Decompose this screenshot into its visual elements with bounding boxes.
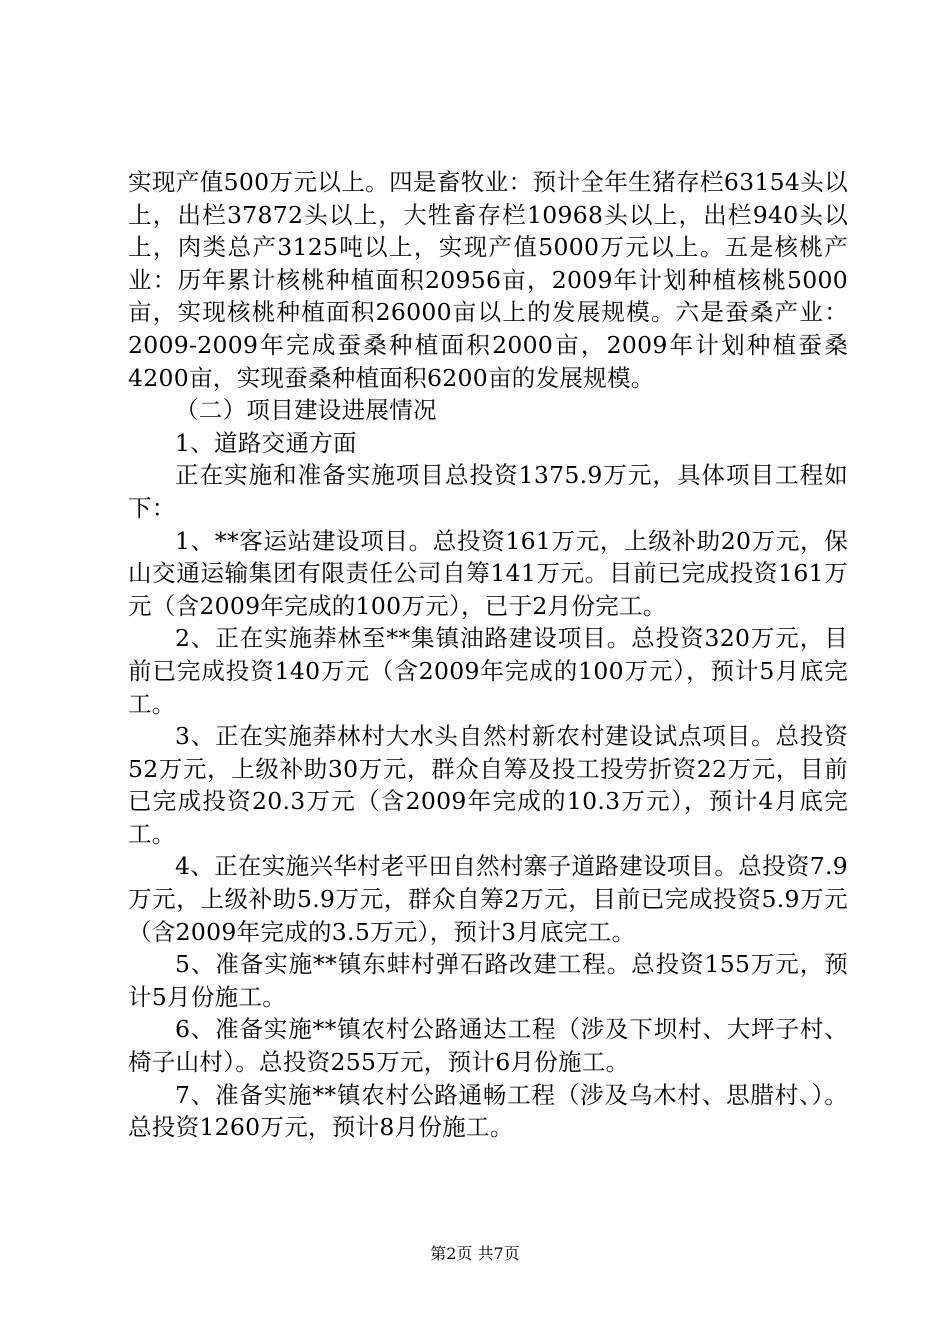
section-heading-project-progress: （二）项目建设进展情况: [175, 396, 437, 425]
paragraph-item-3: 3、正在实施莽林村大水头自然村新农村建设试点项目。总投资52万元，上级补助30万元，群众自筹及投工投劳折资22万元，目前已完成投资20.3万元（含2009年完成的10.3万元），预计4月底完工。: [128, 722, 848, 848]
paragraph-item-1: 1、**客运站建设项目。总投资161万元，上级补助20万元，保山交通运输集团有限责任公司自筹141万元。目前已完成投资161万元（含2009年完成的100万元），已于2月份完工。: [128, 526, 848, 620]
paragraph-item-5: 5、准备实施**镇东蚌村弹石路改建工程。总投资155万元，预计5月份施工。: [128, 950, 848, 1011]
paragraph-item-4: 4、正在实施兴华村老平田自然村寨子道路建设项目。总投资7.9万元，上级补助5.9万元，群众自筹2万元，目前已完成投资5.9万元（含2009年完成的3.5万元），预计3月底完工。: [128, 852, 848, 946]
page-number-footer: 第2页 共7页: [430, 1244, 520, 1263]
paragraph-item-7: 7、准备实施**镇农村公路通畅工程（涉及乌木村、思腊村、）。总投资1260万元，预计8月份施工。: [128, 1080, 848, 1142]
paragraph-total-investment: 正在实施和准备实施项目总投资1375.9万元，具体项目工程如下：: [128, 461, 848, 522]
subsection-heading-road-transport: 1、道路交通方面: [175, 428, 357, 457]
paragraph-item-6: 6、准备实施**镇农村公路通达工程（涉及下坝村、大坪子村、椅子山村）。总投资255万元，预计6月份施工。: [128, 1015, 848, 1077]
document-body: [128, 166, 848, 1144]
paragraph-livestock-walnut-silk: 实现产值500万元以上。四是畜牧业：预计全年生猪存栏63154头以上，出栏37872头以上，大牲畜存栏10968头以上，出栏940头以上，肉类总产3125吨以上，实现产值5000万元以上。五是核桃产业：历年累计核桃种植面积20956亩，2009年计划种植核桃5000亩，实现核桃种植面积26000亩以上的发展规模。六是蚕桑产业：2009-2009年完成蚕桑种植面积2000亩，2009年计划种植蚕桑4200亩，实现蚕桑种植面积6200亩的发展规模。: [128, 168, 848, 392]
paragraph-item-2: 2、正在实施莽林至**集镇油路建设项目。总投资320万元，目前已完成投资140万元（含2009年完成的100万元），预计5月底完工。: [128, 624, 848, 718]
